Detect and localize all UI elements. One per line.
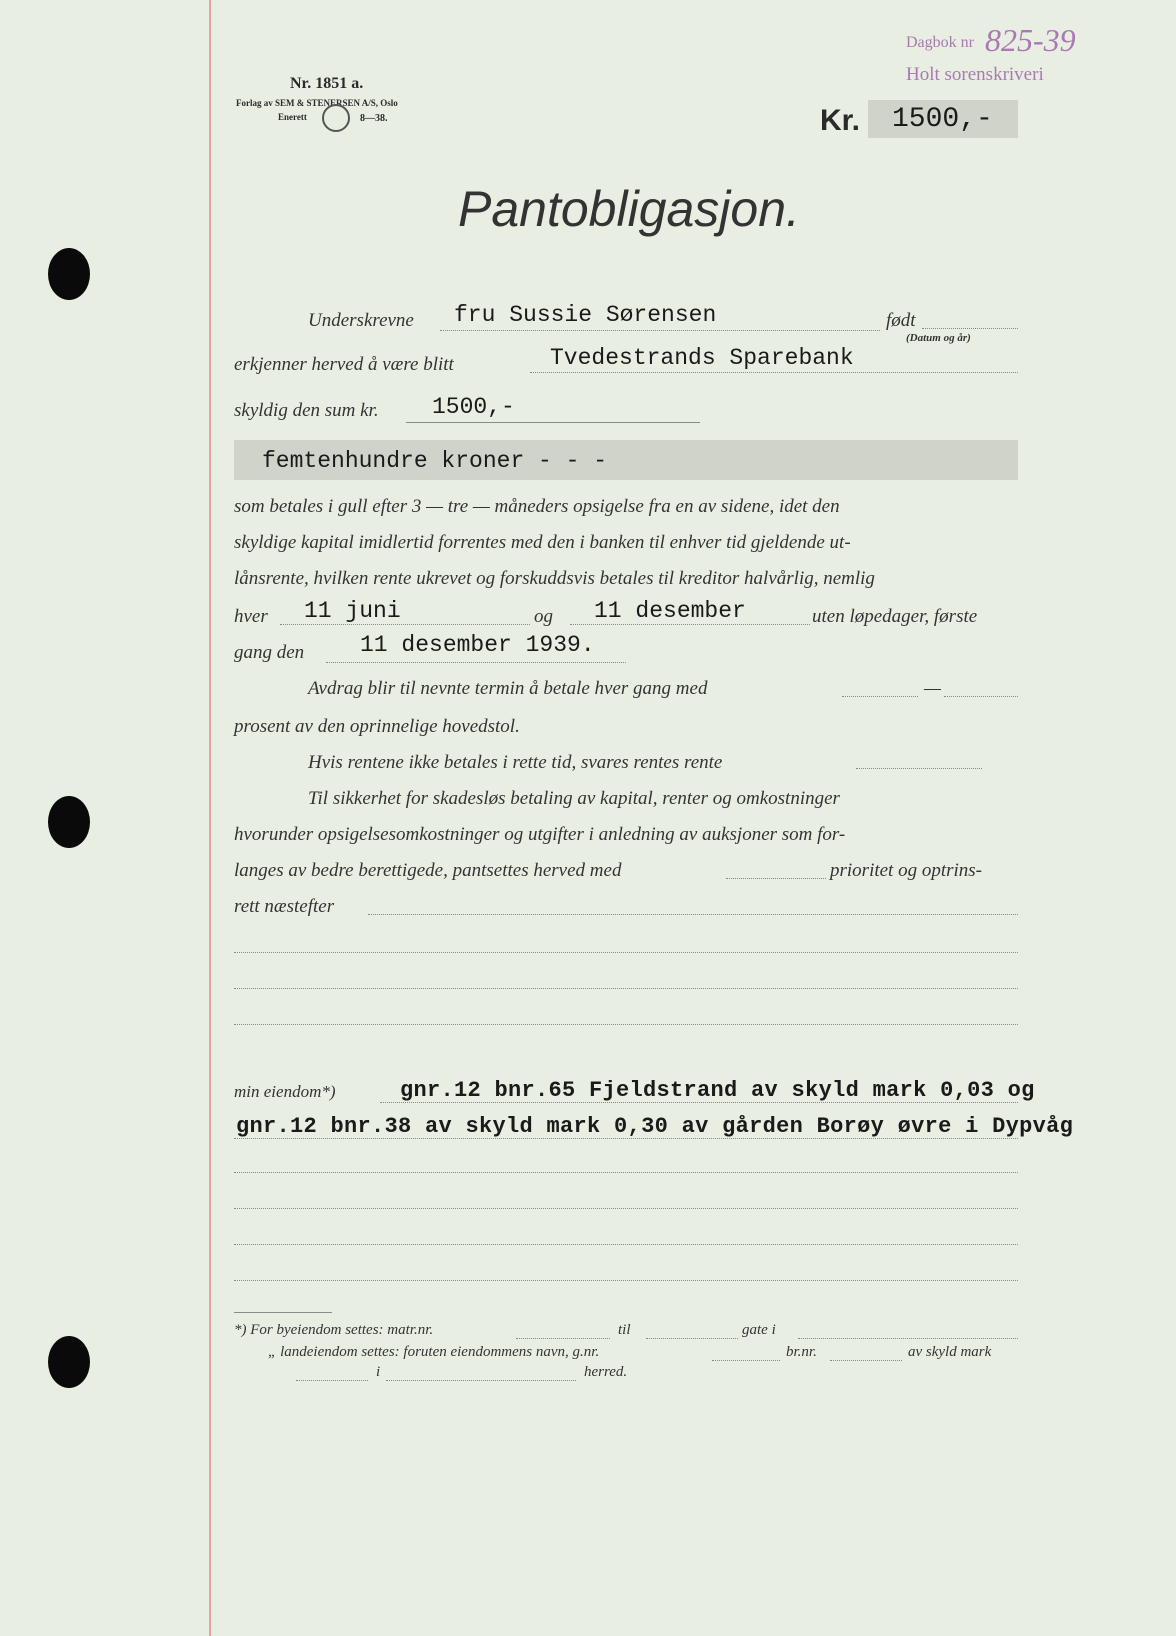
footnote-line1-gate: gate i bbox=[742, 1322, 776, 1338]
footnote-gnr-blank bbox=[712, 1360, 780, 1361]
blank-line-6 bbox=[234, 1244, 1018, 1245]
avdrag-dash: — bbox=[924, 678, 941, 699]
rett-blank bbox=[368, 914, 1018, 915]
blank-line-2 bbox=[234, 988, 1018, 989]
stamp-dagbok: Dagbok nr bbox=[906, 34, 974, 51]
avdrag-blank bbox=[842, 696, 918, 697]
document-title: Pantobligasjon. bbox=[458, 181, 800, 237]
footnote-line1-til: til bbox=[618, 1322, 631, 1338]
uten-label: uten løpedager, første bbox=[812, 606, 978, 627]
blank-line-3 bbox=[234, 1024, 1018, 1025]
form-number: Nr. 1851 a. bbox=[290, 75, 364, 92]
footnote-line2-a: „ landeiendom settes: foruten eiendommens navn, g.nr. bbox=[268, 1344, 600, 1360]
og-label: og bbox=[534, 606, 553, 627]
prioritet-blank bbox=[726, 878, 826, 879]
binder-hole-bottom bbox=[48, 1336, 90, 1388]
gang-label: gang den bbox=[234, 642, 305, 663]
eiendom-label: min eiendom*) bbox=[234, 1082, 336, 1101]
footnote-gate-blank bbox=[798, 1338, 1018, 1339]
hvis-blank bbox=[856, 768, 982, 769]
owe-label: skyldig den sum kr. bbox=[234, 400, 379, 421]
footnote-line3-herred: herred. bbox=[584, 1364, 628, 1380]
date1-value: 11 juni bbox=[304, 598, 401, 624]
date2-line bbox=[570, 624, 810, 625]
born-note: (Datum og år) bbox=[906, 332, 971, 344]
publisher-logo-icon bbox=[322, 104, 350, 132]
footnote-rule bbox=[234, 1312, 332, 1313]
property-value-1: gnr.12 bnr.65 Fjeldstrand av skyld mark 0,03 og bbox=[400, 1078, 1035, 1103]
til-line2: hvorunder opsigelsesomkostninger og utgifter i anledning av auksjoner som for- bbox=[234, 824, 846, 845]
born-line bbox=[922, 328, 1018, 329]
born-label: født bbox=[886, 310, 916, 331]
first-date-value: 11 desember 1939. bbox=[360, 632, 595, 658]
avdrag-line: Avdrag blir til nevnte termin å betale hver gang med bbox=[308, 678, 708, 699]
creditor-line bbox=[530, 372, 1018, 373]
avdrag-blank-2 bbox=[944, 696, 1018, 697]
footnote-line1-a: *) For byeiendom settes: matr.nr. bbox=[234, 1322, 434, 1338]
creditor-value: Tvedestrands Sparebank bbox=[550, 345, 854, 371]
margin-line bbox=[209, 0, 211, 1636]
prioritet-label: prioritet og optrins- bbox=[830, 860, 983, 881]
rights-text: Enerett bbox=[278, 112, 307, 122]
date1-line bbox=[280, 624, 530, 625]
acknowledge-label: erkjenner herved å være blitt bbox=[234, 354, 454, 375]
stamp-number: 825-39 bbox=[985, 22, 1076, 58]
date2-value: 11 desember bbox=[594, 598, 746, 624]
para1-line1: som betales i gull efter 3 — tre — måneders opsigelse fra en av sidene, idet den bbox=[234, 496, 840, 517]
binder-hole-top bbox=[48, 248, 90, 300]
kr-label: Kr. bbox=[820, 104, 861, 137]
footnote-line3-i: i bbox=[376, 1364, 381, 1380]
blank-line-5 bbox=[234, 1208, 1018, 1209]
footnote-skyld-blank bbox=[296, 1380, 368, 1381]
footnote-til-blank bbox=[646, 1338, 738, 1339]
footnote-line2-skyld: av skyld mark bbox=[908, 1344, 992, 1360]
prosent-line: prosent av den oprinnelige hovedstol. bbox=[234, 716, 520, 737]
edition-text: 8—38. bbox=[360, 113, 388, 124]
rett-label: rett næstefter bbox=[234, 896, 335, 917]
undersigned-value: fru Sussie Sørensen bbox=[454, 302, 717, 328]
footnote-brnr-blank bbox=[830, 1360, 902, 1361]
sum-line bbox=[406, 422, 700, 423]
footnote-matr-blank bbox=[516, 1338, 610, 1339]
til-line3: langes av bedre berettigede, pantsettes herved med bbox=[234, 860, 622, 881]
til-line1: Til sikkerhet for skadesløs betaling av kapital, renter og omkostninger bbox=[308, 788, 840, 809]
hver-label: hver bbox=[234, 606, 268, 627]
blank-line-4 bbox=[234, 1172, 1018, 1173]
footnote-line2-brnr: br.nr. bbox=[786, 1344, 817, 1360]
first-date-line bbox=[326, 662, 626, 663]
kr-value: 1500,- bbox=[892, 104, 993, 135]
sum-words: femtenhundre kroner - - - bbox=[262, 448, 608, 474]
undersigned-line bbox=[440, 330, 880, 331]
publisher-line: Forlag av SEM & STENERSEN A/S, Oslo bbox=[236, 98, 398, 108]
sum-value: 1500,- bbox=[432, 394, 515, 420]
stamp-court: Holt sorenskriveri bbox=[906, 64, 1044, 85]
blank-line-1 bbox=[234, 952, 1018, 953]
blank-line-7 bbox=[234, 1280, 1018, 1281]
para1-line2: skyldige kapital imidlertid forrentes med den i banken til enhver tid gjeldende ut- bbox=[234, 532, 851, 553]
footnote-herred-blank bbox=[386, 1380, 576, 1381]
binder-hole-middle bbox=[48, 796, 90, 848]
para1-line3: lånsrente, hvilken rente ukrevet og forskuddsvis betales til kreditor halvårlig, nemlig bbox=[234, 568, 875, 589]
property-value-2: gnr.12 bnr.38 av skyld mark 0,30 av gården Borøy øvre i Dypvåg bbox=[236, 1114, 1074, 1139]
undersigned-label: Underskrevne bbox=[308, 310, 414, 331]
hvis-line: Hvis rentene ikke betales i rette tid, svares rentes rente bbox=[308, 752, 723, 773]
